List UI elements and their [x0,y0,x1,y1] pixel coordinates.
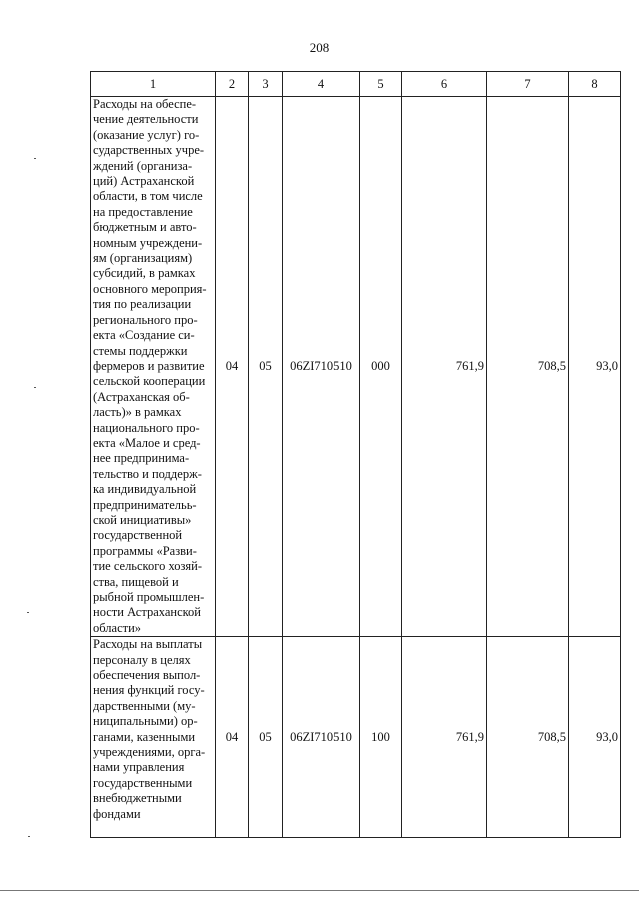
description-line: области, в том числе [93,189,203,204]
description-line: ласть)» в рамках [93,405,182,420]
description-line: тельство и поддерж- [93,466,202,481]
description-line: ности Астраханской [93,605,202,620]
column-header: 4 [283,72,360,97]
description-line: екта «Малое и сред- [93,435,201,450]
scan-speck [34,158,36,159]
description-line: номным учреждени- [93,235,203,250]
description-line: тия по реализации [93,297,192,312]
description-line: (Астраханская об- [93,389,190,404]
subsection-code: 05 [249,637,283,838]
description-line: нее предпринима- [93,451,190,466]
description-line: предпринимательь- [93,497,197,512]
description-line: ждений (организа- [93,158,193,173]
column-header: 6 [402,72,487,97]
description-line: национального про- [93,420,200,435]
description-line: Расходы на обеспе- [93,97,197,111]
description-line: ганами, казенными [93,729,196,744]
expense-type-code: 000 [360,97,402,637]
description-line: (оказание услуг) го- [93,127,200,142]
target-article-code: 06ZI710510 [283,97,360,637]
description-line: ций) Астраханской [93,174,195,189]
row-description [91,97,216,637]
row-description [91,637,216,838]
scan-speck [28,836,30,837]
amount-col-6: 761,9 [402,97,487,637]
scan-bottom-edge [0,890,639,891]
amount-col-7: 708,5 [487,97,569,637]
table-row [91,97,621,637]
table-row [91,637,621,838]
description-line: основного мероприя- [93,281,207,296]
description-line: нения функций госу- [93,683,205,698]
description-line: учреждениями, орга- [93,745,206,760]
description-line: регионального про- [93,312,198,327]
percent-col-8: 93,0 [569,97,621,637]
description-line: тие сельского хозяй- [93,559,203,574]
description-line: бюджетным и авто- [93,220,197,235]
description-line: ка индивидуальной [93,482,197,497]
description-line: нами управления [93,760,185,775]
column-header: 5 [360,72,402,97]
description-line: Расходы на выплаты [93,637,203,652]
budget-table [90,71,621,838]
description-line: рыбной промышлен- [93,590,205,604]
scan-speck [34,387,36,388]
description-line: стемы поддержки [93,343,188,358]
description-line: программы «Разви- [93,543,197,558]
description-line: государственными [93,775,193,790]
description-line: сельской кооперации [93,374,206,389]
section-code: 04 [216,637,249,838]
description-line: обеспечения выпол- [93,668,201,683]
scan-speck [27,612,29,613]
subsection-code: 05 [249,97,283,637]
table-header-row [91,72,621,97]
description-line: сударственных учре- [93,143,205,158]
column-header: 7 [487,72,569,97]
amount-col-6: 761,9 [402,637,487,838]
description-line: дарственными (му- [93,698,196,713]
description-line: государственной [93,528,183,543]
description-line: чение деятельности [93,112,199,127]
description-line: фермеров и развитие [93,358,205,373]
description-line: фондами [93,806,141,821]
description-line: субсидий, в рамках [93,266,196,281]
expense-type-code: 100 [360,637,402,838]
section-code: 04 [216,97,249,637]
amount-col-7: 708,5 [487,637,569,838]
description-line: ниципальными) ор- [93,714,198,729]
description-line: внебюджетными [93,791,182,806]
column-header: 1 [91,72,216,97]
description-line: ства, пищевой и [93,574,179,589]
description-line: персоналу в целях [93,652,191,667]
description-line: ской инициативы» [93,512,192,527]
description-line: области» [93,620,142,635]
target-article-code: 06ZI710510 [283,637,360,838]
description-line: ям (организациям) [93,251,193,266]
column-header: 2 [216,72,249,97]
description-line: екта «Создание си- [93,328,195,343]
percent-col-8: 93,0 [569,637,621,838]
column-header: 3 [249,72,283,97]
description-line: на предоставление [93,204,193,219]
page-number: 208 [309,40,330,55]
column-header: 8 [569,72,621,97]
